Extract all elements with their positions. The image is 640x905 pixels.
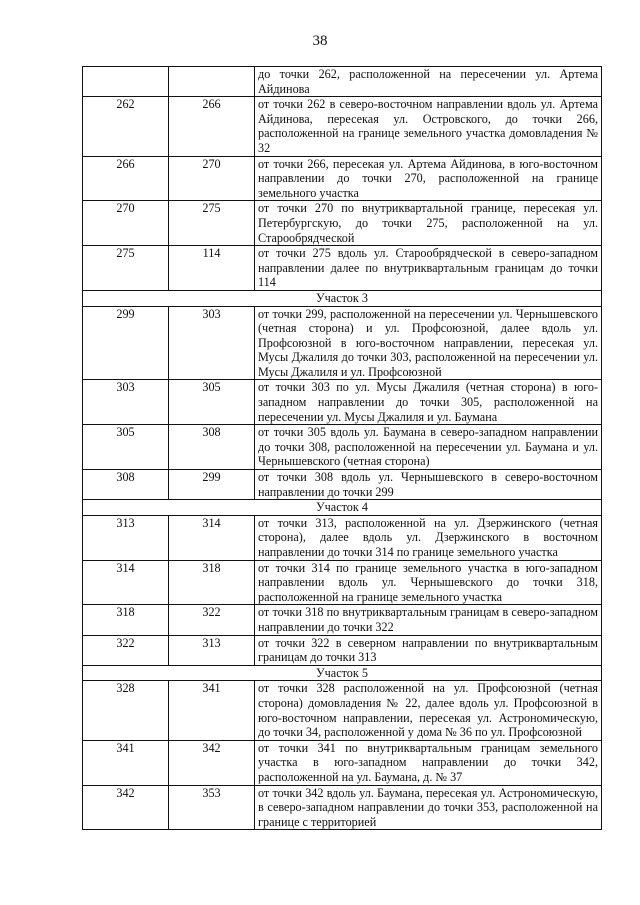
from-point-cell: 299: [83, 306, 169, 380]
description-cell: от точки 341 по внутриквартальным границам земельного участка в юго-западном направлении до точки 342, расположенной на ул. Баумана, д. № 37: [255, 740, 602, 785]
to-point-cell: 318: [169, 560, 255, 605]
description-cell: от точки 275 вдоль ул. Старообрядческой в северо-западном направлении далее по внутриквартальным границам до точки 114: [255, 246, 602, 291]
section-header-row: [83, 290, 602, 306]
description-cell: от точки 299, расположенной на пересечении ул. Чернышевского (четная сторона) и ул. Профсоюзной, далее вдоль ул. Профсоюзной в юго-восточном направлении, пересекая ул. Мусы Джалиля до точки 303, расположенной на пересечении ул. Мусы Джалиля и ул. Профсоюзной: [255, 306, 602, 380]
from-point-cell: 314: [83, 560, 169, 605]
to-point-cell: 308: [169, 425, 255, 470]
section-title: Участок 3: [83, 290, 602, 306]
to-point-cell: 353: [169, 785, 255, 830]
to-point-cell: 305: [169, 380, 255, 425]
description-cell: от точки 314 по границе земельного участка в юго-западном направлении вдоль ул. Чернышевского до точки 318, расположенной на границе земельного участка: [255, 560, 602, 605]
description-cell: до точки 262, расположенной на пересечении ул. Артема Айдинова: [255, 67, 602, 97]
description-cell: от точки 262 в северо-восточном направлении вдоль ул. Артема Айдинова, пересекая ул. Островского, до точки 266, расположенной на границе земельного участка домовладения № 32: [255, 97, 602, 156]
boundary-table: [82, 66, 602, 830]
to-point-cell: 313: [169, 635, 255, 665]
description-cell: от точки 313, расположенной на ул. Дзержинского (четная сторона), далее вдоль ул. Дзержинского в восточном направлении до точки 314 по границе земельного участка: [255, 515, 602, 560]
table-row: [83, 306, 602, 380]
table-row: [83, 201, 602, 246]
to-point-cell: 322: [169, 605, 255, 635]
table-row: [83, 97, 602, 156]
description-cell: от точки 270 по внутриквартальной границе, пересекая ул. Петербургскую, до точки 275, расположенной на ул. Старообрядческой: [255, 201, 602, 246]
table-row: [83, 156, 602, 201]
to-point-cell: 299: [169, 470, 255, 500]
section-title: Участок 4: [83, 500, 602, 516]
to-point-cell: 270: [169, 156, 255, 201]
from-point-cell: 328: [83, 681, 169, 740]
table-row: [83, 470, 602, 500]
section-header-row: [83, 500, 602, 516]
description-cell: от точки 318 по внутриквартальным границам в северо-западном направлении до точки 322: [255, 605, 602, 635]
from-point-cell: [83, 67, 169, 97]
from-point-cell: 303: [83, 380, 169, 425]
description-cell: от точки 328 расположенной на ул. Профсоюзной (четная сторона) домовладения № 22, далее вдоль ул. Профсоюзной в юго-восточном направлении, пересекая ул. Астрономическую, до точки 34, расположенной у дома № 36 по ул. Профсоюзной: [255, 681, 602, 740]
table-row: [83, 740, 602, 785]
from-point-cell: 275: [83, 246, 169, 291]
description-cell: от точки 322 в северном направлении по внутриквартальным границам до точки 313: [255, 635, 602, 665]
boundary-table-body: [83, 67, 602, 830]
table-row: [83, 560, 602, 605]
table-row: [83, 380, 602, 425]
description-cell: от точки 308 вдоль ул. Чернышевского в северо-восточном направлении до точки 299: [255, 470, 602, 500]
from-point-cell: 305: [83, 425, 169, 470]
from-point-cell: 262: [83, 97, 169, 156]
description-cell: от точки 266, пересекая ул. Артема Айдинова, в юго-восточном направлении до точки 270, расположенной на границе земельного участка: [255, 156, 602, 201]
from-point-cell: 341: [83, 740, 169, 785]
to-point-cell: 314: [169, 515, 255, 560]
from-point-cell: 313: [83, 515, 169, 560]
to-point-cell: 114: [169, 246, 255, 291]
to-point-cell: [169, 67, 255, 97]
to-point-cell: 342: [169, 740, 255, 785]
section-header-row: [83, 665, 602, 681]
table-row: [83, 605, 602, 635]
table-row: [83, 246, 602, 291]
description-cell: от точки 342 вдоль ул. Баумана, пересекая ул. Астрономическую, в северо-западном направлении до точки 353, расположенной на границе с территорией: [255, 785, 602, 830]
from-point-cell: 342: [83, 785, 169, 830]
from-point-cell: 318: [83, 605, 169, 635]
table-row: [83, 681, 602, 740]
table-row: [83, 785, 602, 830]
to-point-cell: 341: [169, 681, 255, 740]
page-number: 38: [312, 33, 328, 49]
description-cell: от точки 303 по ул. Мусы Джалиля (четная сторона) в юго-западном направлении до точки 305, расположенной на пересечении ул. Мусы Джалиля и ул. Баумана: [255, 380, 602, 425]
from-point-cell: 322: [83, 635, 169, 665]
table-row: [83, 425, 602, 470]
from-point-cell: 308: [83, 470, 169, 500]
from-point-cell: 266: [83, 156, 169, 201]
table-row: [83, 635, 602, 665]
to-point-cell: 275: [169, 201, 255, 246]
to-point-cell: 266: [169, 97, 255, 156]
section-title: Участок 5: [83, 665, 602, 681]
from-point-cell: 270: [83, 201, 169, 246]
to-point-cell: 303: [169, 306, 255, 380]
table-row: [83, 67, 602, 97]
description-cell: от точки 305 вдоль ул. Баумана в северо-западном направлении до точки 308, расположенной на пересечении ул. Баумана и ул. Чернышевского (четная сторона): [255, 425, 602, 470]
table-row: [83, 515, 602, 560]
